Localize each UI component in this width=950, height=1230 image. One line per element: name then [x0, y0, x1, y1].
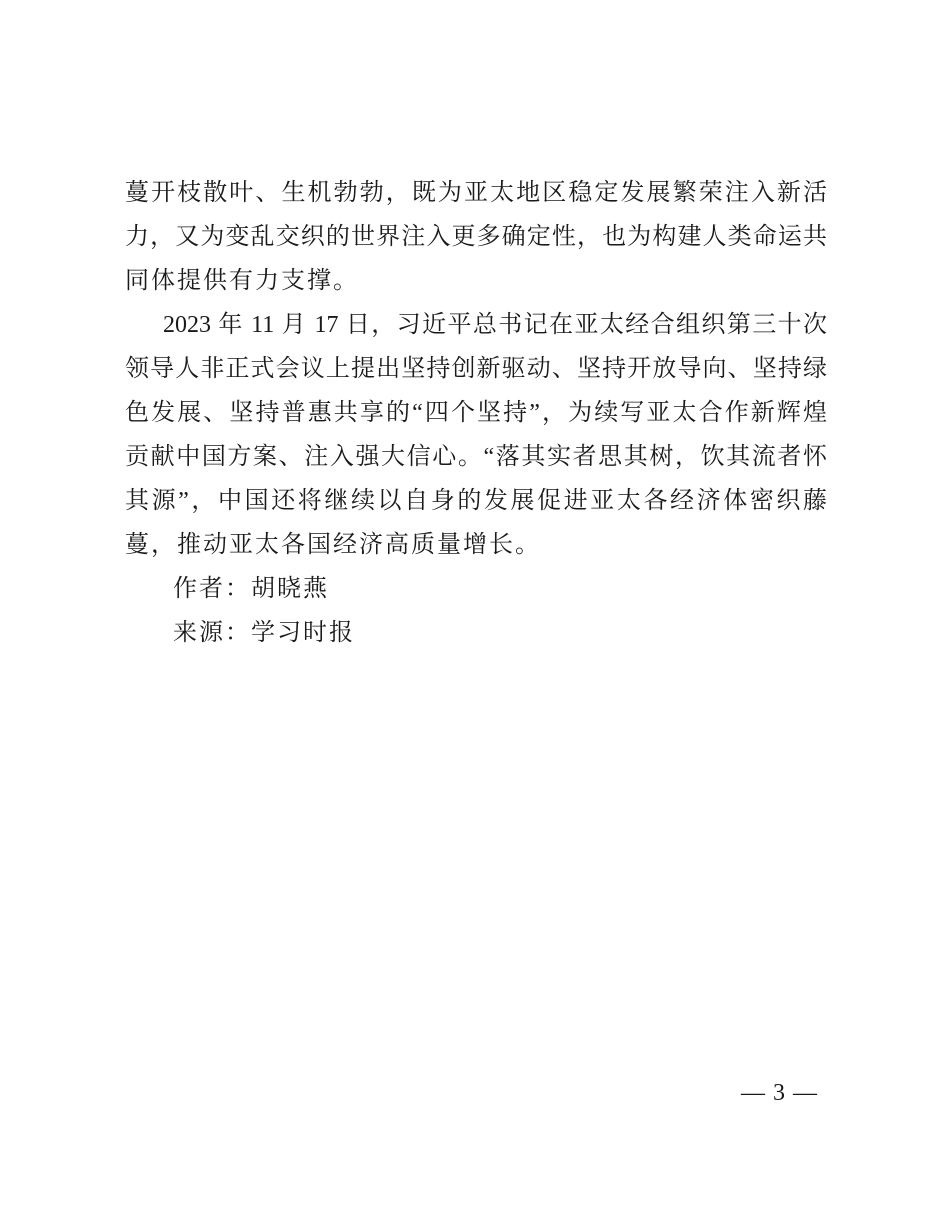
page-number: — 3 — — [741, 1080, 818, 1106]
text-line: 其源”，中国还将继续以自身的发展促进亚太各经济体密织藤 — [125, 488, 827, 514]
paragraph-continuation — [125, 171, 827, 303]
text-line: 贡献中国方案、注入强大信心。“落其实者思其树，饮其流者怀 — [125, 444, 827, 470]
author-line: 作者：胡晓燕 — [173, 576, 329, 602]
text-line: 力，又为变乱交织的世界注入更多确定性，也为构建人类命运共 — [125, 224, 827, 250]
text-line: 蔓，推动亚太各国经济高质量增长。 — [125, 532, 541, 558]
text-line: 蔓开枝散叶、生机勃勃，既为亚太地区稳定发展繁荣注入新活 — [125, 180, 827, 206]
text-line: 领导人非正式会议上提出坚持创新驱动、坚持开放导向、坚持绿 — [125, 356, 827, 382]
text-line: 2023 年 11 月 17 日，习近平总书记在亚太经合组织第三十次 — [163, 312, 827, 338]
text-line: 同体提供有力支撑。 — [125, 268, 359, 294]
text-line: 色发展、坚持普惠共享的“四个坚持”，为续写亚太合作新辉煌 — [125, 400, 827, 426]
source-line: 来源：学习时报 — [173, 620, 355, 646]
paragraph-apec-four-persists — [125, 303, 827, 567]
document-body — [125, 171, 827, 655]
paragraphs-container — [125, 171, 827, 567]
